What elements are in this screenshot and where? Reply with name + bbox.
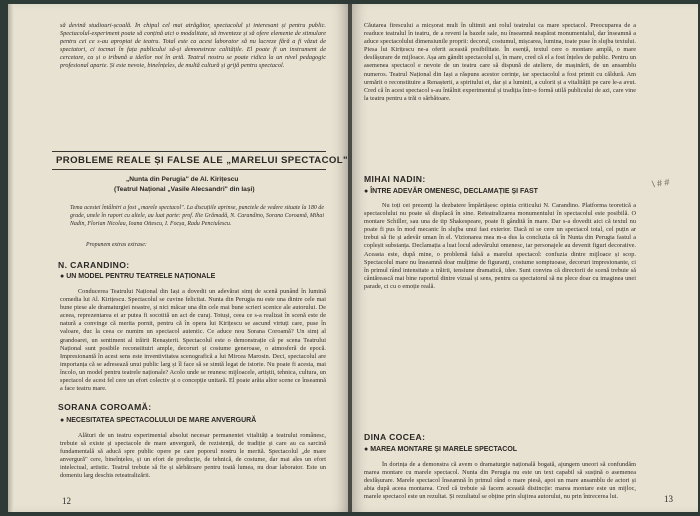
- speaker-coroama-heading-text: NECESITATEA SPECTACOLULUI DE MARE ANVERGURĂ: [66, 417, 257, 424]
- speaker-cocea-heading: [364, 446, 517, 453]
- carandino-text: Conducerea Teatrului Național din Iași a dovedit un adevărat simț de scenă punând în lumină comedia lui Al. Kirițescu. Spectacolul se cuvine felicitat. Nunta din Perugia nu este una dintre cele mai bune piese ale dramaturgiei noastre, și nici măcar una din cele mai bune scrieri scenice ale autorului. De aceea, reprezentarea ei ar putea fi socotită un act de curaj. Totuși, ceea ce s-a realizat în scenă este de natură a convinge că merita pornit, pentru că în opera lui Kirițescu se ascund virtuți care, puse în valoare, duc la ceea ce numim un spectacol autentic. Ce aduce nou Sorana Coroamă? Un simț al grandoarei, un sentiment al trăirii Renașterii. Spectacolul este o demonstrație că pe scena Teatrului Național sunt posibile reconstituiri ample, decoruri și costume generoase, o atmosferă de epocă. Impresionantă în acest sens este inventivitatea scenografică a lui Mircea Marosin. Deci, spectacolul are importanța că se adresează unui public larg și îl face să se simtă legat de istorie. Nu poate fi acesta, mai încolo, un model pentru teatrele naționale? Acolo unde se reunesc mijloacele, artiștii, tehnica, cultura, un spectacol de acest fel cere un efort colectiv și o concepție unitară. El poate arăta altor scene ce înseamnă a face teatru mare.: [60, 288, 326, 393]
- article-subtitle-theatre: (Teatrul Național „Vasile Alecsandri" din Iași): [114, 186, 255, 193]
- speaker-coroama-heading: [60, 417, 256, 424]
- page-number-right: 13: [664, 494, 673, 504]
- speaker-cocea-heading-text: MAREA MONTARE ȘI MARELE SPECTACOL: [370, 446, 518, 453]
- bullet-icon: ●: [364, 188, 371, 195]
- article-title: PROBLEME REALE ȘI FALSE ALE „MARELUI SPECTACOL": [56, 155, 348, 166]
- intro-note: Tema acestei întâlniri a fost „marele spectacol". La discuțiile aprinse, punctele de vedere situate la 180 de grade, unele în raport cu altele, au luat parte: prof. Ilie Grămadă, N. Carandino, Sorana Coroamă, Mihai Nadin, Florian Nicolau, Ioana Ottescu, I. Focșa, Radu Penciulescu.: [70, 205, 324, 227]
- article-subtitle-play: „Nunta din Perugia" de Al. Kirițescu: [126, 176, 239, 183]
- bullet-icon: ●: [60, 417, 67, 424]
- intro-note-end: Propunem extras extrase:: [86, 242, 147, 248]
- right-page: [352, 4, 698, 512]
- cocea-text: În dorința de a demonstra că avem o dramaturgie națională bogată, ajungem uneori să confundăm marea montare cu marele spectacol. Nunta din Perugia nu este un text capabil să susțină o asemenea desfășurare. Marele spectacol înseamnă în primul rând o mare piesă, apoi un mare ansamblu de actori și abia după aceea montarea. Cred că trebuie să facem această distincție: marea montare este un mijloc, marele spectacol este un rezultat. Și rezultatul se obține prin slujirea autorului, nu prin întrecerea lui.: [364, 461, 636, 501]
- page-edge: [8, 4, 14, 512]
- page-number-left: 12: [62, 496, 71, 506]
- bullet-icon: ●: [364, 446, 371, 453]
- pencil-margin-mark: \ # #: [651, 176, 671, 190]
- speaker-nadin: MIHAI NADIN:: [364, 174, 426, 184]
- coroama-text: Alături de un teatru experimental absolut necesar permanentei vitalități a teatrului românesc, trebuie să existe și spectacole de mare anvergură, de rezistență, de tradiție și care au ca sarcină fundamentală să aducă spre public opere pe care poporul nostru le merită. Spectacolul „de mare anvergură" cere, bineînțeles, și un efort de producție, de tehnică, de costume, dar mai ales un efort intelectual, artistic. Teatrul trebuie să fie și sărbătoare pentru toată lumea, nu doar laborator. Este un domeniu larg deschis reteatralizării.: [60, 432, 326, 480]
- divider-bottom: [52, 169, 326, 170]
- continued-text: Căutarea firescului a micșorat mult în ultimii ani rolul teatrului ca mare spectacol. Preocuparea de a readuce teatralul în teatru, de a reveni la bazele sale, nu înseamnă neapărat monumentalul, dar înseamnă a aduce spectacolului dimensiunile proprii: decorul, costumul, mișcarea, lumina, toate puse în slujba textului. Piesa lui Kirițescu ne-a oferit această posibilitate. În esență, textul cere o montare amplă, o mare desfășurare de mijloace. Așa am gândit spectacolul și, în mare, cred că el a fost înțeles de public. Pentru un asemenea spectacol e nevoie de un teatru care să dispună de ateliere, de mașinării, de un ansamblu numeros. Teatrul Național din Iași a răspuns acestor cerințe, iar spectacolul a fost primit cu căldură. Am urmărit o reconstituire a Renașterii, a spiritului ei, dar și a luminii, a culorii și a vitalității pe care le-a avut. Cred că în acest spectacol s-au întâlnit experimentul și tradiția într-o formă utilă publicului de azi, care vine la teatru pentru a trăi o sărbătoare.: [364, 22, 636, 102]
- speaker-carandino: N. CARANDINO:: [58, 260, 130, 270]
- speaker-carandino-heading: [60, 273, 215, 280]
- speaker-coroama: SORANA COROAMĂ:: [58, 402, 152, 412]
- speaker-cocea: DINA COCEA:: [364, 432, 426, 442]
- divider-top: [52, 151, 326, 152]
- book-spread: [8, 4, 698, 512]
- nadin-text: Nu toți cei prezenți la dezbatere împărtășesc opinia criticului N. Carandino. Platforma teoretică a spectacolului nu poate să displacă în sine. Reteatralizarea monumentului în spectacolul este posibilă. O montare Schiller, sau una de tip Shakespeare, poate fi gândită în mare. Dar s-a dovedit aici că textul nu poate fi pus în mod mecanic în slujba unui fast exterior. Dacă ni se cere un spectacol total, cel puțin ar trebui să fie și adevăr uman în el. Vizionarea mea m-a dus la concluzia că în Nunta din Perugia fastul a copleșit substanța. Declamația a luat locul adevărului omenesc, iar personajele au devenit figuri decorative. Aceasta este, după mine, o problemă falsă a marelui spectacol: confuzia dintre mijloace și scop. Spectacolul mare nu înseamnă doar mulțime de figuranți, costume somptuoase, decoruri impresionante, ci în primul rând intensitate a trăirii, tensiune dramatică, idee. Sunt convins că directorii de scenă trebuie să cântărească mai bine raportul dintre vizual și sens, pentru ca spectatorul să nu plece doar cu imaginea unei parade, ci cu o emoție reală.: [364, 202, 636, 290]
- left-page: [8, 4, 348, 512]
- bullet-icon: ●: [60, 273, 67, 280]
- speaker-carandino-heading-text: UN MODEL PENTRU TEATRELE NAȚIONALE: [66, 273, 216, 280]
- intro-paragraph: să devină studiouri-școală. În chipul cel mai atrăgător, spectacolul și interesant și pentru public. Spectacolul-experiment poate să conțină aici o modalitate, să inventeze și să ofere elemente de stimulare pentru cei ce s-au apropiat de teatru. Total este ca acest laborator să nu lucreze fără a fi văzut de spectatori, ci tocmai în fața publicului să-și demonstreze calitățile. El poate fi un instrument de cercetare, ca și o tribună a ideilor noi în artă. Teatrul nostru se poate ridica la un nivel pedagogic profesional aparte. Și este nevoie, bineînțeles, de multă cultură și grijă pentru spectacol.: [60, 22, 326, 70]
- speaker-nadin-heading-text: ÎNTRE ADEVĂR OMENESC, DECLAMAȚIE ȘI FAST: [370, 188, 538, 195]
- speaker-nadin-heading: [364, 188, 538, 195]
